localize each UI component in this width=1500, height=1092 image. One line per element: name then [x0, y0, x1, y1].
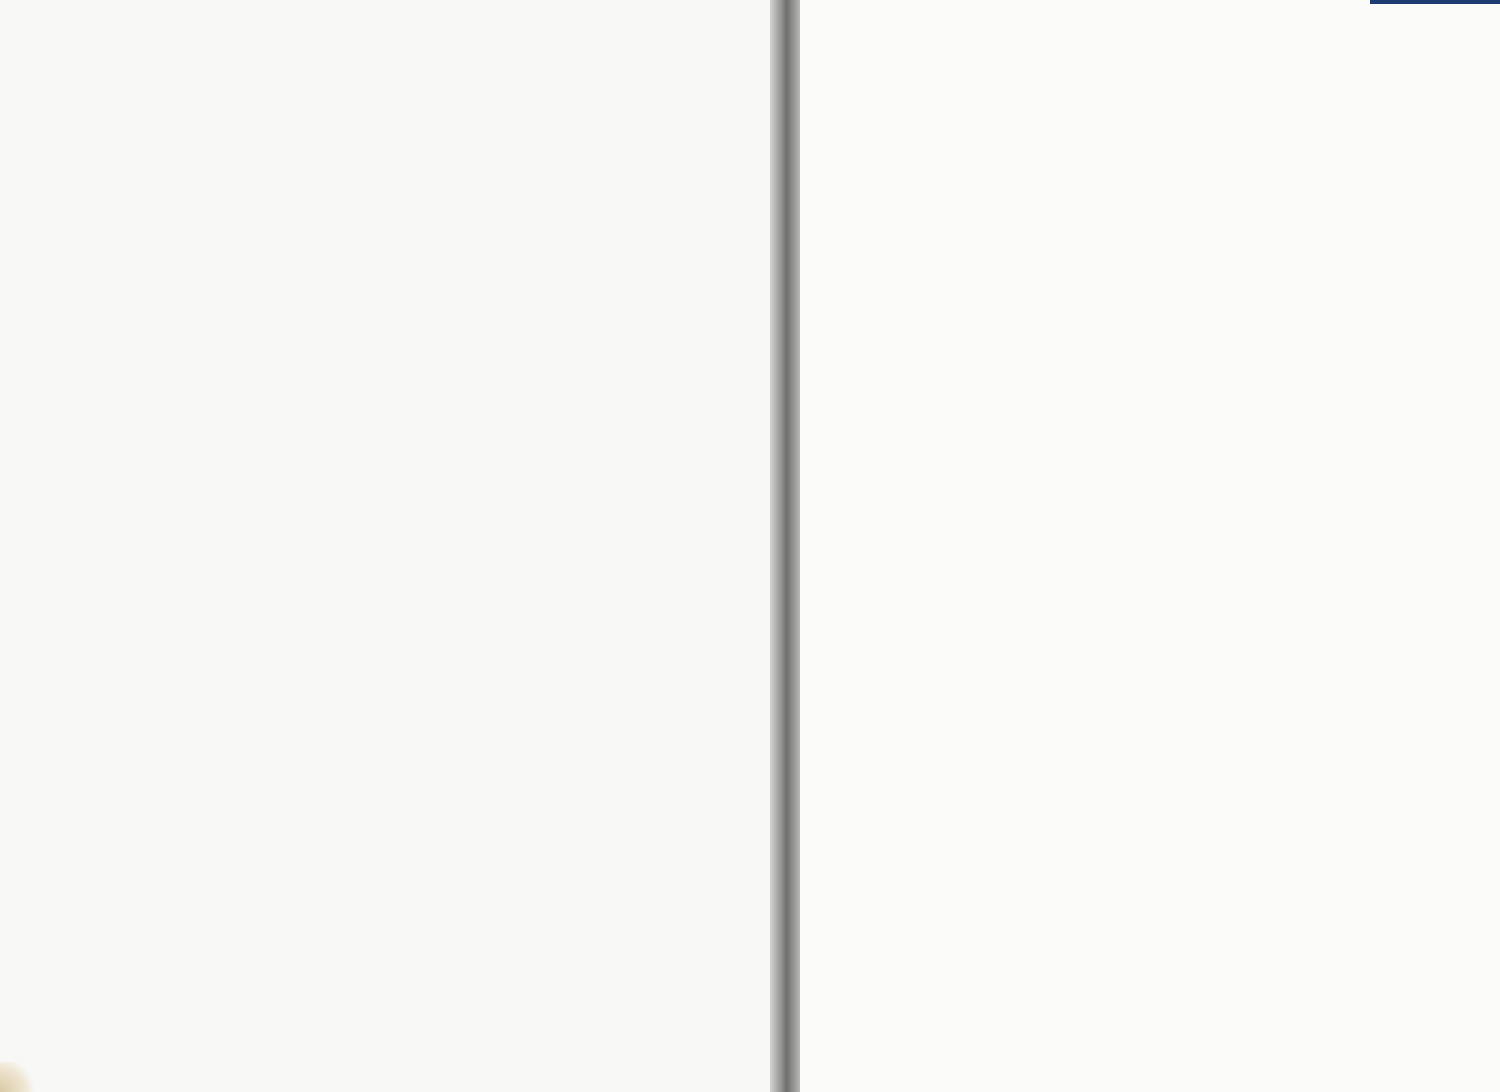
top-edge-strip [1370, 0, 1500, 4]
book-gutter [770, 0, 800, 1092]
right-page [800, 0, 1500, 1092]
page-corner-shadow [0, 1062, 40, 1092]
